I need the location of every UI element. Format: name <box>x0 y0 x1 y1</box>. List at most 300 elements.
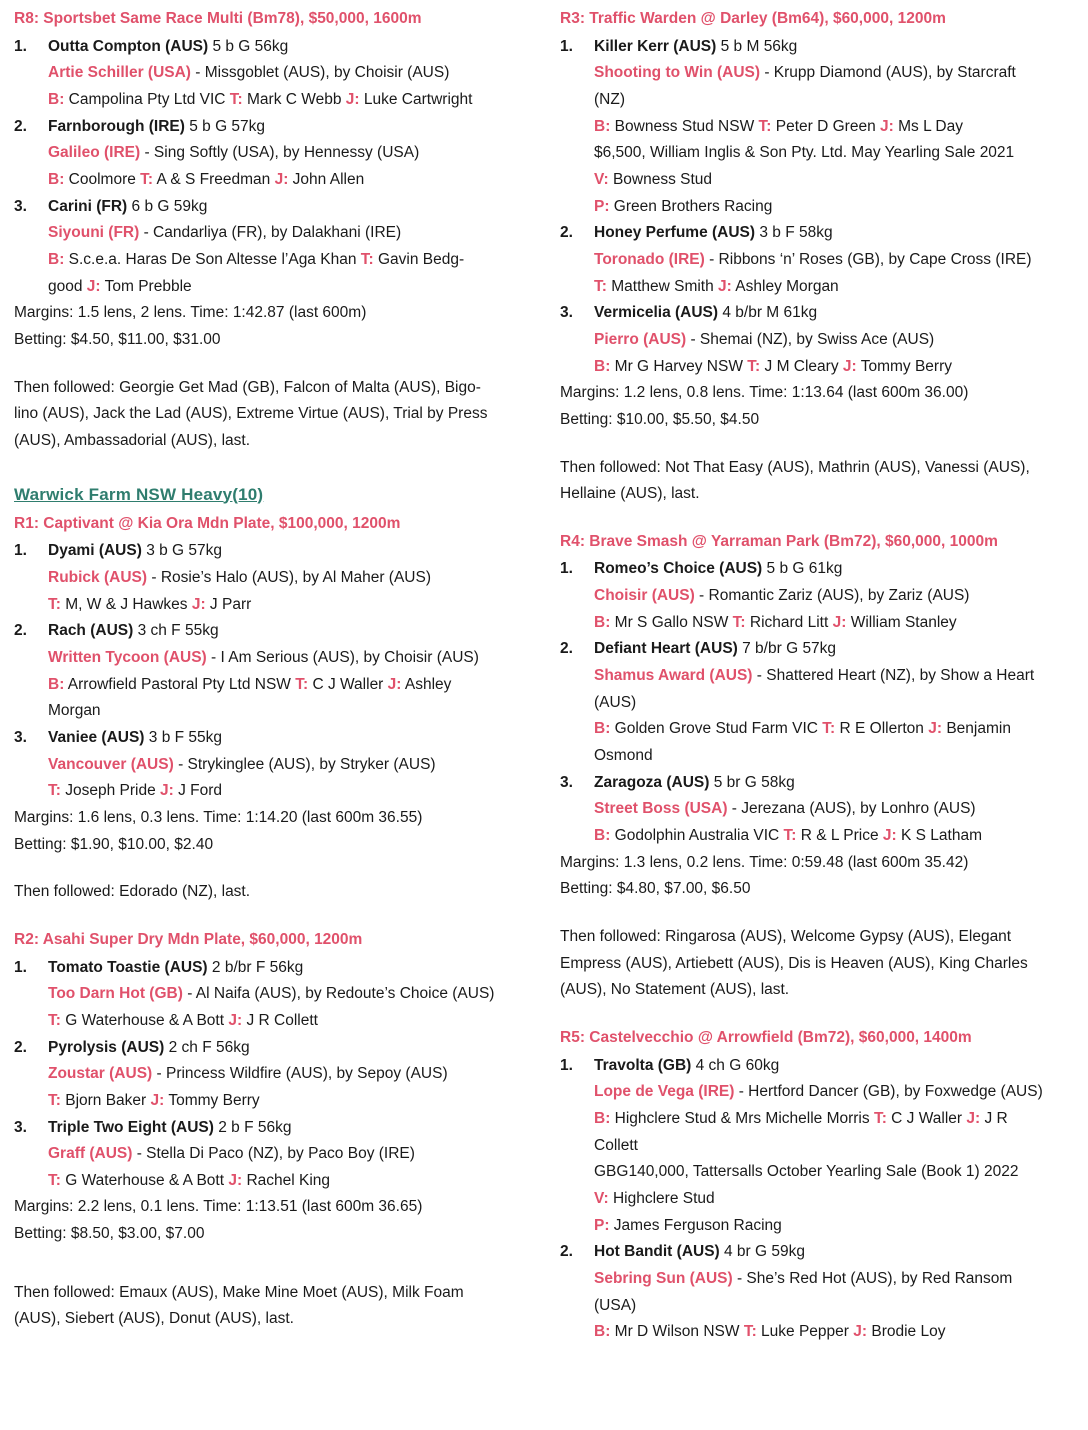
left-column <box>14 6 526 1333</box>
horse-details: 6 b G 59kg <box>127 197 208 215</box>
runner-detail-line <box>14 672 526 699</box>
detail-text: Tommy Berry <box>856 357 952 375</box>
runner-detail-line <box>560 1133 1072 1160</box>
role-tag: J: <box>150 1091 165 1109</box>
race-heading: R1: Captivant @ Kia Ora Mdn Plate, $100,000, 1200m <box>14 514 401 532</box>
detail-text: J M Cleary <box>760 357 843 375</box>
detail-text: Benjamin <box>942 720 1011 738</box>
role-tag: T: <box>747 357 761 375</box>
runner-detail-line <box>14 247 526 274</box>
role-tag: T: <box>48 595 61 613</box>
horse-name[interactable]: Triple Two Eight (AUS) <box>48 1118 214 1136</box>
runner-detail-line <box>14 752 526 779</box>
sire-name: Rubick (AUS) <box>48 569 148 587</box>
horse-name[interactable]: Vaniee (AUS) <box>48 728 145 746</box>
detail-text: - Missgoblet (AUS), by Choisir (AUS) <box>190 64 450 82</box>
role-tag: T: <box>140 170 154 188</box>
role-tag: T: <box>732 613 746 631</box>
role-tag: B: <box>594 357 611 375</box>
role-tag: T: <box>360 250 374 268</box>
detail-text: - She’s Red Hot (AUS), by Red Ransom <box>732 1269 1013 1287</box>
race-summary-line: Betting: $8.50, $3.00, $7.00 <box>14 1225 205 1243</box>
detail-text: Bowness Stud NSW <box>610 117 759 135</box>
horse-name[interactable]: Vermicelia (AUS) <box>594 304 719 322</box>
runner-detail-line <box>560 583 1072 610</box>
role-tag: T: <box>229 90 243 108</box>
horse-name[interactable]: Carini (FR) <box>48 197 128 215</box>
finish-position: 1. <box>14 37 27 55</box>
race-heading: R5: Castelvecchio @ Arrowfield (Bm72), $60,000, 1400m <box>560 1028 972 1046</box>
then-followed-line: Hellaine (AUS), last. <box>560 485 700 503</box>
runner-name-line <box>594 1053 1072 1080</box>
runner-detail-line <box>560 354 1072 381</box>
runner-header-row <box>14 618 526 645</box>
detail-text: Arrowfield Pastoral Pty Ltd NSW <box>64 675 296 693</box>
detail-text: Tommy Berry <box>164 1091 260 1109</box>
role-tag: J: <box>842 357 857 375</box>
horse-details: 4 ch G 60kg <box>691 1056 780 1074</box>
role-tag: T: <box>48 1011 61 1029</box>
detail-text: Joseph Pride <box>60 782 161 800</box>
race-summary-line: Margins: 1.2 lens, 0.8 lens. Time: 1:13.64 (last 600m 36.00) <box>560 384 969 402</box>
horse-name[interactable]: Farnborough (IRE) <box>48 117 185 135</box>
detail-text: Gavin Bedg- <box>373 250 465 268</box>
detail-text: good <box>48 277 87 295</box>
right-column <box>560 6 1072 1346</box>
runner-detail-line <box>14 778 526 805</box>
runner-entry <box>560 770 1072 850</box>
runner-name-line <box>48 34 526 61</box>
runner-detail-line <box>560 1186 1072 1213</box>
sire-name: Pierro (AUS) <box>594 330 687 348</box>
venue-heading[interactable]: Warwick Farm NSW Heavy(10) <box>14 484 264 504</box>
section-spacer <box>14 858 526 879</box>
detail-text: GBG140,000, Tattersalls October Yearling Sale (Book 1) 2022 <box>594 1163 1019 1181</box>
runner-entry <box>560 1239 1072 1346</box>
role-tag: B: <box>594 1109 611 1127</box>
detail-text: J R <box>980 1109 1008 1127</box>
race-summary-line: Betting: $1.90, $10.00, $2.40 <box>14 835 214 853</box>
horse-details: 5 b G 56kg <box>208 37 289 55</box>
detail-text: Bjorn Baker <box>60 1091 151 1109</box>
finish-position: 3. <box>14 728 27 746</box>
then-followed-line: Then followed: Emaux (AUS), Make Mine Moet (AUS), Milk Foam <box>14 1283 464 1301</box>
detail-text: Coolmore <box>64 170 141 188</box>
detail-text: J Parr <box>205 595 252 613</box>
finish-position: 2. <box>560 224 573 242</box>
runner-entry <box>14 114 526 194</box>
runner-detail-line <box>560 247 1072 274</box>
runner-header-row <box>560 636 1072 663</box>
then-followed-line: Then followed: Ringarosa (AUS), Welcome Gypsy (AUS), Elegant <box>560 928 1012 945</box>
sire-name: Toronado (IRE) <box>594 250 705 268</box>
detail-text: William Stanley <box>846 613 957 631</box>
then-followed-line: (AUS), Ambassadorial (AUS), last. <box>14 431 251 449</box>
detail-text: Luke Pepper <box>756 1323 854 1341</box>
role-tag: B: <box>48 675 65 693</box>
detail-text: (NZ) <box>594 90 625 108</box>
detail-text: R & L Price <box>796 827 883 845</box>
detail-text: (AUS) <box>594 693 637 711</box>
then-followed-line: Then followed: Georgie Get Mad (GB), Falcon of Malta (AUS), Bigo- <box>14 378 481 396</box>
detail-text: G Waterhouse & A Bott <box>60 1171 229 1189</box>
role-tag: T: <box>783 827 797 845</box>
detail-text: Campolina Pty Ltd VIC <box>64 90 230 108</box>
runner-header-row <box>14 725 526 752</box>
detail-text: - Sing Softly (USA), by Hennessy (USA) <box>140 144 420 162</box>
runner-header-row <box>14 34 526 61</box>
section-spacer <box>560 903 1072 924</box>
runner-detail-line <box>560 743 1072 770</box>
detail-text: John Allen <box>288 170 365 188</box>
race-summary-line: Margins: 2.2 lens, 0.1 lens. Time: 1:13.51 (last 600m 36.65) <box>14 1198 423 1216</box>
runner-entry <box>560 636 1072 769</box>
runner-detail-line <box>560 140 1072 167</box>
sire-name: Zoustar (AUS) <box>48 1065 153 1083</box>
runner-header-row <box>560 300 1072 327</box>
horse-details: 3 b G 57kg <box>141 542 223 560</box>
runner-detail-line <box>560 690 1072 717</box>
runner-detail-line <box>560 274 1072 301</box>
detail-text: Peter D Green <box>771 117 880 135</box>
detail-text: C J Waller <box>886 1109 967 1127</box>
horse-details: 5 b G 61kg <box>762 560 843 578</box>
runner-entry <box>14 34 526 114</box>
role-tag: J: <box>966 1109 981 1127</box>
runner-detail-line <box>560 1293 1072 1320</box>
role-tag: V: <box>594 1189 609 1207</box>
race-heading: R4: Brave Smash @ Yarraman Park (Bm72), $60,000, 1000m <box>560 532 998 550</box>
runner-entry <box>560 556 1072 636</box>
runner-detail-line <box>14 60 526 87</box>
horse-name[interactable]: Zaragoza (AUS) <box>594 773 710 791</box>
runner-detail-line <box>560 1319 1072 1346</box>
horse-details: 5 br G 58kg <box>709 773 795 791</box>
role-tag: T: <box>48 1091 61 1109</box>
runner-name-line <box>48 1115 526 1142</box>
section-spacer <box>14 1269 526 1280</box>
runner-detail-line <box>560 87 1072 114</box>
role-tag: B: <box>594 613 611 631</box>
sire-name: Artie Schiller (USA) <box>48 64 191 82</box>
runner-detail-line <box>14 220 526 247</box>
detail-text: James Ferguson Racing <box>609 1216 782 1234</box>
detail-text: Green Brothers Racing <box>609 197 773 215</box>
then-followed-line: (AUS), Siebert (AUS), Donut (AUS), last. <box>14 1310 294 1328</box>
detail-text: K S Latham <box>896 827 982 845</box>
role-tag: T: <box>295 675 309 693</box>
role-tag: J: <box>832 613 847 631</box>
finish-position: 1. <box>560 37 573 55</box>
role-tag: B: <box>48 90 65 108</box>
detail-text: Rachel King <box>242 1171 331 1189</box>
detail-text: - Jerezana (AUS), by Lonhro (AUS) <box>727 800 976 818</box>
horse-name[interactable]: Dyami (AUS) <box>48 542 142 560</box>
detail-text: - Krupp Diamond (AUS), by Starcraft <box>760 64 1016 82</box>
runner-detail-line <box>560 114 1072 141</box>
sire-name: Too Darn Hot (GB) <box>48 985 183 1003</box>
detail-text: Morgan <box>48 702 101 720</box>
runner-detail-line <box>14 1061 526 1088</box>
runner-name-line <box>594 1239 1072 1266</box>
runner-detail-line <box>14 1168 526 1195</box>
detail-text: M, W & J Hawkes <box>60 595 192 613</box>
runner-entry <box>14 618 526 725</box>
detail-text: C J Waller <box>308 675 388 693</box>
role-tag: T: <box>873 1109 887 1127</box>
role-tag: J: <box>880 117 894 135</box>
horse-name[interactable]: Hot Bandit (AUS) <box>594 1243 720 1261</box>
horse-name[interactable]: Defiant Heart (AUS) <box>594 640 738 658</box>
detail-text: Collett <box>594 1136 638 1154</box>
horse-details: 7 b/br G 57kg <box>737 640 837 658</box>
role-tag: B: <box>594 117 611 135</box>
horse-name[interactable]: Pyrolysis (AUS) <box>48 1038 165 1056</box>
horse-details: 2 b/br F 56kg <box>207 958 304 976</box>
runner-name-line <box>594 300 1072 327</box>
detail-text: Godolphin Australia VIC <box>610 827 784 845</box>
race-summary-line: Margins: 1.5 lens, 2 lens. Time: 1:42.87 (last 600m) <box>14 304 367 322</box>
runner-entry <box>560 300 1072 380</box>
runner-detail-line <box>560 1159 1072 1186</box>
section-spacer <box>14 455 526 476</box>
runner-detail-line <box>560 1106 1072 1133</box>
runner-detail-line <box>560 610 1072 637</box>
runner-detail-line <box>14 565 526 592</box>
role-tag: B: <box>594 1323 611 1341</box>
detail-text: $6,500, William Inglis & Son Pty. Ltd. May Yearling Sale 2021 <box>594 144 1015 162</box>
runner-detail-line <box>14 167 526 194</box>
runner-entry <box>14 725 526 805</box>
runner-detail-line <box>14 274 526 301</box>
race-heading: R3: Traffic Warden @ Darley (Bm64), $60,000, 1200m <box>560 10 946 27</box>
section-spacer <box>560 508 1072 529</box>
role-tag: J: <box>882 827 897 845</box>
runner-header-row <box>14 538 526 565</box>
runner-detail-line <box>14 140 526 167</box>
runner-name-line <box>48 538 526 565</box>
runner-detail-line <box>560 167 1072 194</box>
sire-name: Choisir (AUS) <box>594 587 695 605</box>
detail-text: - Rosie’s Halo (AUS), by Al Maher (AUS) <box>147 569 432 587</box>
sire-name: Shamus Award (AUS) <box>594 667 753 685</box>
role-tag: T: <box>758 117 772 135</box>
horse-name[interactable]: Outta Compton (AUS) <box>48 37 209 55</box>
detail-text: Matthew Smith <box>606 277 719 295</box>
horse-details: 4 br G 59kg <box>719 1243 805 1261</box>
horse-details: 5 b M 56kg <box>716 37 798 55</box>
role-tag: T: <box>822 720 836 738</box>
runner-header-row <box>14 955 526 982</box>
runner-name-line <box>48 725 526 752</box>
runner-detail-line <box>560 1213 1072 1240</box>
detail-text: Richard Litt <box>745 613 833 631</box>
detail-text: Golden Grove Stud Farm VIC <box>610 720 823 738</box>
detail-text: Highclere Stud <box>608 1189 715 1207</box>
detail-text: G Waterhouse & A Bott <box>60 1011 229 1029</box>
detail-text: Osmond <box>594 747 653 765</box>
horse-details: 4 b/br M 61kg <box>718 304 818 322</box>
race-summary-line: Margins: 1.3 lens, 0.2 lens. Time: 0:59.48 (last 600m 35.42) <box>560 853 969 871</box>
horse-name[interactable]: Travolta (GB) <box>594 1056 692 1074</box>
section-spacer <box>14 354 526 375</box>
role-tag: T: <box>48 1171 61 1189</box>
role-tag: J: <box>191 595 206 613</box>
runner-header-row <box>560 556 1072 583</box>
finish-position: 1. <box>14 958 27 976</box>
then-followed-line: Empress (AUS), Artiebett (AUS), Dis is Heaven (AUS), King Charles <box>560 954 1028 972</box>
role-tag: T: <box>594 277 607 295</box>
role-tag: B: <box>48 170 65 188</box>
role-tag: B: <box>594 827 611 845</box>
finish-position: 2. <box>14 117 27 135</box>
section-spacer <box>14 1248 526 1269</box>
race-summary-line: Margins: 1.6 lens, 0.3 lens. Time: 1:14.20 (last 600m 36.55) <box>14 808 423 826</box>
runner-entry <box>14 1035 526 1115</box>
detail-text: Mr G Harvey NSW <box>610 357 748 375</box>
role-tag: J: <box>345 90 360 108</box>
race-summary-line: Betting: $10.00, $5.50, $4.50 <box>560 410 760 428</box>
runner-entry <box>560 1053 1072 1240</box>
race-heading: R2: Asahi Super Dry Mdn Plate, $60,000, 1200m <box>14 930 363 948</box>
detail-text: J R Collett <box>242 1011 318 1029</box>
sire-name: Galileo (IRE) <box>48 144 141 162</box>
runner-entry <box>14 955 526 1035</box>
detail-text: R E Ollerton <box>835 720 929 738</box>
runner-detail-line <box>560 1079 1072 1106</box>
role-tag: J: <box>228 1011 243 1029</box>
finish-position: 2. <box>560 640 573 658</box>
runner-name-line <box>48 114 526 141</box>
runner-header-row <box>560 770 1072 797</box>
runner-detail-line <box>560 194 1072 221</box>
section-spacer <box>14 906 526 927</box>
runner-detail-line <box>560 823 1072 850</box>
role-tag: J: <box>86 277 101 295</box>
section-spacer <box>560 1004 1072 1025</box>
runner-detail-line <box>14 645 526 672</box>
detail-text: Mark C Webb <box>242 90 346 108</box>
horse-details: 3 b F 58kg <box>755 224 833 242</box>
detail-text: Highclere Stud & Mrs Michelle Morris <box>610 1109 874 1127</box>
role-tag: J: <box>718 277 732 295</box>
runner-detail-line <box>14 592 526 619</box>
runner-name-line <box>48 618 526 645</box>
runner-name-line <box>48 194 526 221</box>
detail-text: Bowness Stud <box>608 170 713 188</box>
runner-header-row <box>14 114 526 141</box>
detail-text: (USA) <box>594 1296 637 1314</box>
runner-header-row <box>14 194 526 221</box>
sire-name: Written Tycoon (AUS) <box>48 649 207 667</box>
sire-name: Vancouver (AUS) <box>48 755 174 773</box>
detail-text: Mr D Wilson NSW <box>610 1323 744 1341</box>
then-followed-line: Then followed: Not That Easy (AUS), Mathrin (AUS), Vanessi (AUS), <box>560 458 1030 476</box>
runner-detail-line <box>560 716 1072 743</box>
runner-header-row <box>560 1053 1072 1080</box>
detail-text: J Ford <box>173 782 223 800</box>
runner-header-row <box>560 1239 1072 1266</box>
horse-details: 3 b F 55kg <box>144 728 223 746</box>
runner-detail-line <box>14 1008 526 1035</box>
runner-detail-line <box>14 981 526 1008</box>
detail-text: - Strykinglee (AUS), by Stryker (AUS) <box>173 755 436 773</box>
runner-name-line <box>594 770 1072 797</box>
detail-text: S.c.e.a. Haras De Son Altesse l’Aga Khan <box>64 250 361 268</box>
runner-header-row <box>560 220 1072 247</box>
role-tag: B: <box>594 720 611 738</box>
then-followed-line: lino (AUS), Jack the Lad (AUS), Extreme Virtue (AUS), Trial by Press <box>14 405 488 423</box>
race-heading: R8: Sportsbet Same Race Multi (Bm78), $50,000, 1600m <box>14 10 422 27</box>
sire-name: Sebring Sun (AUS) <box>594 1269 733 1287</box>
runner-detail-line <box>14 698 526 725</box>
finish-position: 2. <box>14 622 27 640</box>
detail-text: - Candarliya (FR), by Dalakhani (IRE) <box>139 224 402 242</box>
sire-name: Graff (AUS) <box>48 1145 133 1163</box>
detail-text: Ashley Morgan <box>731 277 839 295</box>
role-tag: J: <box>274 170 289 188</box>
detail-text: - Shemai (NZ), by Swiss Ace (AUS) <box>686 330 935 348</box>
finish-position: 1. <box>14 542 27 560</box>
role-tag: J: <box>160 782 174 800</box>
runner-name-line <box>594 556 1072 583</box>
horse-name[interactable]: Rach (AUS) <box>48 622 134 640</box>
finish-position: 3. <box>560 773 573 791</box>
detail-text: Ashley <box>401 675 452 693</box>
detail-text: Tom Prebble <box>100 277 192 295</box>
then-followed-line: (AUS), No Statement (AUS), last. <box>560 981 790 999</box>
runner-name-line <box>594 220 1072 247</box>
horse-name[interactable]: Honey Perfume (AUS) <box>594 224 756 242</box>
runner-name-line <box>48 955 526 982</box>
sire-name: Street Boss (USA) <box>594 800 728 818</box>
runner-entry <box>14 1115 526 1195</box>
runner-detail-line <box>560 1266 1072 1293</box>
role-tag: J: <box>853 1323 868 1341</box>
runner-name-line <box>594 636 1072 663</box>
role-tag: V: <box>594 170 609 188</box>
runner-detail-line <box>560 327 1072 354</box>
role-tag: T: <box>48 782 61 800</box>
runner-detail-line <box>560 60 1072 87</box>
detail-text: - Romantic Zariz (AUS), by Zariz (AUS) <box>694 587 970 605</box>
detail-text: - Shattered Heart (NZ), by Show a Heart <box>752 667 1035 685</box>
horse-name[interactable]: Killer Kerr (AUS) <box>594 37 717 55</box>
role-tag: P: <box>594 197 610 215</box>
runner-detail-line <box>14 1088 526 1115</box>
sire-name: Siyouni (FR) <box>48 224 140 242</box>
detail-text: Luke Cartwright <box>359 90 473 108</box>
detail-text: - Hertford Dancer (GB), by Foxwedge (AUS) <box>734 1083 1043 1101</box>
runner-header-row <box>560 34 1072 61</box>
runner-detail-line <box>14 1141 526 1168</box>
race-summary-line: Betting: $4.80, $7.00, $6.50 <box>560 880 751 898</box>
horse-details: 2 b F 56kg <box>213 1118 292 1136</box>
horse-name[interactable]: Romeo’s Choice (AUS) <box>594 560 763 578</box>
race-summary-line: Betting: $4.50, $11.00, $31.00 <box>14 330 221 348</box>
horse-name[interactable]: Tomato Toastie (AUS) <box>48 958 208 976</box>
horse-details: 3 ch F 55kg <box>133 622 219 640</box>
runner-name-line <box>594 34 1072 61</box>
runner-header-row <box>14 1115 526 1142</box>
finish-position: 1. <box>560 1056 573 1074</box>
runner-detail-line <box>560 796 1072 823</box>
runner-entry <box>560 34 1072 221</box>
detail-text: - Stella Di Paco (NZ), by Paco Boy (IRE) <box>132 1145 415 1163</box>
runner-header-row <box>14 1035 526 1062</box>
detail-text: - Ribbons ‘n’ Roses (GB), by Cape Cross (IRE) <box>704 250 1032 268</box>
role-tag: P: <box>594 1216 610 1234</box>
